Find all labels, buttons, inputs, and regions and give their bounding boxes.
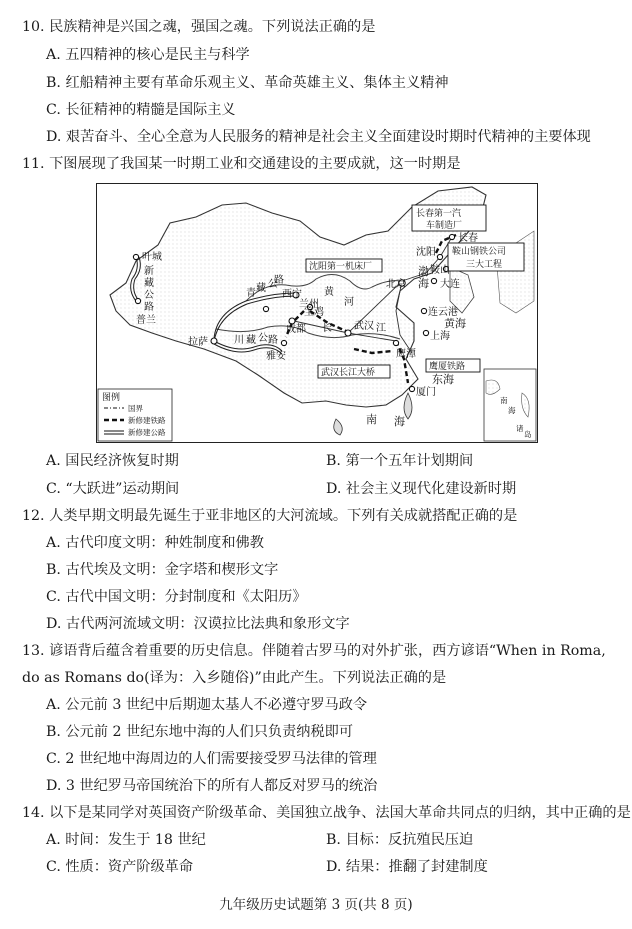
question-13-option-c: C. 2 世纪地中海周边的人们需要接受罗马法律的管理 (46, 751, 377, 767)
place-yecheng: 叶城 (142, 252, 162, 263)
legend-boundary: 国界 (128, 404, 143, 413)
construction-map (96, 183, 538, 443)
question-14-option-d: D. 结果：推翻了封建制度 (326, 859, 488, 875)
river-he: 河 (344, 297, 354, 308)
question-14-stem: 14. 以下是某同学对英国资产阶级革命、美国独立战争、法国大革命共同点的归纳，其中正确的是 (22, 805, 631, 821)
place-lasa: 拉萨 (188, 337, 208, 348)
legend-railway: 新修建铁路 (128, 416, 166, 425)
question-12-option-d: D. 古代两河流域文明：汉谟拉比法典和象形文字 (46, 616, 350, 632)
page-footer: 九年级历史试题第 3 页(共 8 页) (219, 897, 413, 913)
box-yingxia: 鹰厦铁路 (429, 362, 466, 372)
place-chuanzang-4: 路 (268, 335, 278, 346)
question-12-option-b: B. 古代埃及文明：金字塔和楔形文字 (46, 562, 279, 578)
question-10-option-d: D. 艰苦奋斗、全心全意为人民服务的精神是社会主义全面建设时期时代精神的主要体现 (46, 129, 591, 145)
question-11-option-a: A. 国民经济恢复时期 (46, 453, 179, 469)
box-shenyang-tool: 沈阳第一机床厂 (309, 262, 373, 272)
place-pulan: 普兰 (136, 315, 156, 326)
question-14-option-a: A. 时间：发生于 18 世纪 (46, 832, 206, 848)
legend-highway: 新修建公路 (128, 428, 166, 437)
river-chang: 长 (322, 323, 332, 334)
question-14-option-b: B. 目标：反抗殖民压迫 (326, 832, 474, 848)
question-11-stem: 11. 下图展现了我国某一时期工业和交通建设的主要成就，这一时期是 (22, 156, 461, 172)
sea-nanhai-1: 南 (366, 413, 377, 426)
inset-nanhai-3: 诸 (516, 424, 524, 433)
question-12-stem: 12. 人类早期文明最先诞生于亚非地区的大河流域。下列有关成就搭配正确的是 (22, 508, 518, 524)
box-angang-line1: 鞍山钢铁公司 (452, 247, 507, 257)
place-yingtan: 鹰潭 (396, 349, 416, 360)
box-wuhan-bridge: 武汉长江大桥 (321, 368, 376, 378)
question-10-stem: 10. 民族精神是兴国之魂，强国之魂。下列说法正确的是 (22, 19, 376, 35)
question-11-option-b: B. 第一个五年计划期间 (326, 453, 474, 469)
place-changchun: 长春 (458, 233, 478, 244)
question-10-option-c: C. 长征精神的精髓是国际主义 (46, 102, 236, 118)
river-jiang: 江 (376, 323, 386, 334)
place-qingzang-3: 公 (268, 279, 278, 290)
place-shenyang: 沈阳 (416, 247, 436, 258)
place-qingzang-2: 藏 (256, 283, 266, 294)
place-lanzhou: 兰州 (299, 299, 319, 310)
inset-nanhai-4: 岛 (524, 430, 532, 439)
place-xiamen: 厦门 (416, 387, 436, 398)
question-12-option-a: A. 古代印度文明：种姓制度和佛教 (46, 535, 264, 551)
question-13-stem-line1: 13. 谚语背后蕴含着重要的历史信息。伴随着古罗马的对外扩张，西方谚语“When in Roma, (22, 643, 606, 659)
box-faw-line2: 车制造厂 (426, 221, 463, 231)
river-huang: 黄 (324, 287, 334, 298)
place-qingzang-4: 路 (274, 275, 284, 286)
question-11-option-c: C. “大跃进”运动期间 (46, 481, 180, 497)
sea-nanhai-2: 海 (394, 415, 405, 428)
question-10-option-b: B. 红船精神主要有革命乐观主义、革命英雄主义、集体主义精神 (46, 75, 449, 91)
place-chuanzang-2: 藏 (246, 335, 256, 346)
sea-donghai: 东海 (432, 373, 454, 386)
place-chengdu: 成都 (286, 324, 306, 335)
place-xinzang-1: 新 (144, 266, 154, 277)
place-lianyungang: 连云港 (428, 307, 458, 318)
sea-huanghai: 黄海 (444, 317, 466, 330)
place-baoji: 宝鸡 (304, 307, 324, 318)
box-faw-line1: 长春第一汽 (416, 209, 462, 219)
inset-nanhai-1: 南 (500, 396, 508, 405)
question-13-stem-line2: do as Romans do(译为：入乡随俗)”由此产生。下列说法正确的是 (22, 670, 447, 686)
sea-bohai-1: 渤 (418, 265, 429, 278)
question-13-option-b: B. 公元前 2 世纪东地中海的人们只负责纳税即可 (46, 724, 354, 740)
place-shanghai: 上海 (430, 331, 450, 342)
question-13-option-d: D. 3 世纪罗马帝国统治下的所有人都反对罗马的统治 (46, 778, 378, 794)
place-yaan: 雅安 (266, 351, 286, 362)
place-xinzang-2: 藏 (144, 278, 154, 289)
place-xinzang-4: 路 (144, 302, 154, 313)
inset-nanhai-2: 海 (508, 406, 516, 415)
place-xining: 西宁 (282, 289, 302, 300)
place-anshan: 鞍山 (430, 265, 450, 276)
sea-bohai-2: 海 (418, 277, 429, 290)
question-11-option-d: D. 社会主义现代化建设新时期 (326, 481, 517, 497)
legend-title: 图例 (102, 393, 121, 403)
question-10-option-a: A. 五四精神的核心是民主与科学 (46, 47, 250, 63)
place-wuhan: 武汉 (354, 321, 374, 332)
question-13-option-a: A. 公元前 3 世纪中后期迦太基人不必遵守罗马政令 (46, 697, 368, 713)
place-chuanzang-1: 川 (234, 335, 244, 346)
box-angang-line2: 三大工程 (466, 260, 503, 270)
place-chuanzang-3: 公 (258, 333, 268, 344)
place-xinzang-3: 公 (144, 290, 154, 301)
place-qingzang-1: 青 (246, 288, 256, 299)
question-14-option-c: C. 性质：资产阶级革命 (46, 859, 194, 875)
place-beijing: 北京 (386, 279, 406, 290)
place-dalian: 大连 (440, 279, 460, 290)
question-12-option-c: C. 古代中国文明：分封制度和《太阳历》 (46, 589, 307, 605)
